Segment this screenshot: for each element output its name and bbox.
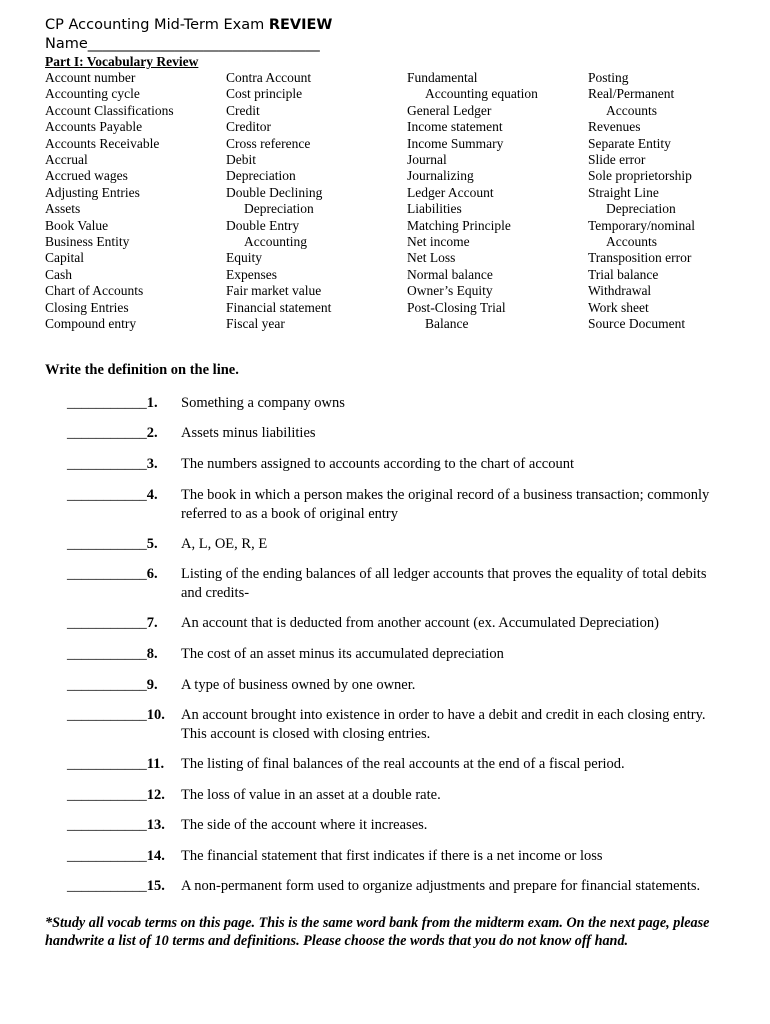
word-bank-term [45,185,174,201]
question-number: 10. [146,707,165,723]
word-bank-term [45,168,174,184]
word-bank-term [588,86,695,119]
term-line: Ledger Account [407,184,494,200]
word-bank-term [226,267,331,283]
word-bank-term [588,152,695,168]
term-line: Liabilities [407,201,462,217]
answer-line: ___________ [67,395,147,411]
word-bank-term [45,136,174,152]
name-blank: ________________________________ [87,36,320,52]
word-bank-term [226,70,331,86]
word-bank-term [45,234,174,250]
term-line: Book Value [45,217,109,233]
word-bank-term [407,136,538,152]
answer-line: ___________ [67,756,147,772]
question-number: 9. [146,677,158,693]
word-bank-term [45,300,174,316]
question-number: 6. [146,566,158,582]
word-bank-term [226,283,331,299]
question-number: 2. [146,425,158,441]
word-bank-term [407,201,538,217]
term-line: Journalizing [407,168,474,184]
name-field [45,35,320,54]
word-bank-term [407,250,538,266]
answer-line: ___________ [67,787,147,803]
term-line: Accounts Receivable [45,135,160,151]
answer-blank[interactable] [67,877,165,896]
word-bank-column [407,70,538,333]
name-label: Name [45,36,88,52]
term-line: Slide error [588,152,646,168]
answer-blank[interactable] [67,565,158,584]
answer-blank[interactable] [67,486,158,505]
term-line: Double Entry [226,217,300,233]
word-bank-term [407,267,538,283]
word-bank-column [588,70,695,333]
word-bank-term [588,218,695,251]
question-text: An account brought into existence in order to have a debit and credit in each closing entry. This account is closed with closing entries. [181,707,706,742]
word-bank-term [226,250,331,266]
word-bank-term [45,201,174,217]
question-number: 7. [146,615,158,631]
word-bank-term [45,86,174,102]
word-bank-term [407,218,538,234]
vocabulary-heading: Part I: Vocabulary Review [45,54,199,69]
answer-blank[interactable] [67,847,165,866]
question-number: 13. [146,817,165,833]
term-line: Creditor [226,119,271,135]
term-line: Separate Entity [588,135,671,151]
word-bank-term [226,119,331,135]
term-line: Trial balance [588,266,659,282]
answer-blank[interactable] [67,786,165,805]
word-bank-term [407,185,538,201]
question-number: 11. [146,756,165,772]
term-line: Compound entry [45,316,137,332]
term-line: Closing Entries [45,299,129,315]
term-line: Net Loss [407,250,456,266]
term-line: Accrual [45,152,88,168]
question-number: 14. [146,848,165,864]
word-bank-term [588,300,695,316]
term-line: Cost principle [226,86,303,102]
question-number: 8. [146,646,158,662]
word-bank-term [588,283,695,299]
term-continuation: Depreciation [244,201,314,217]
term-line: Double Declining [226,184,323,200]
term-line: Sole proprietorship [588,168,692,184]
word-bank-term [226,300,331,316]
answer-blank[interactable] [67,755,164,774]
answer-line: ___________ [67,566,147,582]
answer-blank[interactable] [67,816,165,835]
answer-line: ___________ [67,707,147,723]
answer-line: ___________ [67,425,147,441]
question-text: The book in which a person makes the original record of a business transaction; commonly referred to as a book of original entry [181,487,710,522]
instructions: Write the definition on the line. [45,362,239,378]
term-line: Owner’s Equity [407,283,493,299]
answer-line: ___________ [67,615,147,631]
term-line: Transposition error [588,250,692,266]
word-bank-term [226,218,331,251]
title-prefix: CP Accounting Mid-Term Exam [45,17,269,33]
term-line: Fundamental [407,70,478,85]
term-line: Depreciation [226,168,296,184]
term-line: Journal [407,152,447,168]
question-text: A type of business owned by one owner. [181,677,416,693]
word-bank-term [45,316,174,332]
question-text: An account that is deducted from another account (ex. Accumulated Depreciation) [181,615,659,631]
question-text: The side of the account where it increases. [181,817,428,833]
word-bank-term [226,103,331,119]
term-line: Credit [226,102,260,118]
question-number: 1. [146,395,158,411]
term-continuation: Accounting [244,234,307,250]
answer-line: ___________ [67,456,147,472]
term-line: General Ledger [407,102,492,118]
term-line: Matching Principle [407,217,511,233]
answer-blank[interactable] [67,676,158,695]
answer-line: ___________ [67,646,147,662]
term-line: Business Entity [45,234,130,250]
word-bank-term [45,267,174,283]
title-bold: REVIEW [268,17,333,33]
question-text: A non-permanent form used to organize adjustments and prepare for financial statements. [181,878,701,894]
term-line: Contra Account [226,70,312,85]
word-bank-column [226,70,331,333]
term-line: Work sheet [588,299,649,315]
term-line: Post-Closing Trial [407,299,506,315]
word-bank-term [588,185,695,218]
answer-blank[interactable] [67,394,158,413]
term-line: Real/Permanent [588,86,675,102]
word-bank-term [588,250,695,266]
question-number: 3. [146,456,158,472]
term-continuation: Depreciation [606,201,676,217]
word-bank-term [407,103,538,119]
term-continuation: Accounts [606,234,657,250]
term-line: Income Summary [407,135,504,151]
question-text: A, L, OE, R, E [181,536,268,552]
word-bank-column [45,70,174,333]
question-text: Listing of the ending balances of all ledger accounts that proves the equality of total debits and credits- [181,566,707,601]
term-line: Debit [226,152,256,168]
term-line: Cross reference [226,135,311,151]
answer-line: ___________ [67,817,147,833]
term-line: Accrued wages [45,168,128,184]
word-bank-term [45,103,174,119]
question-number: 12. [146,787,165,803]
term-line: Fiscal year [226,316,285,332]
word-bank-term [407,152,538,168]
answer-line: ___________ [67,677,147,693]
word-bank-term [588,136,695,152]
word-bank-term [45,250,174,266]
answer-blank[interactable] [67,614,158,633]
word-bank-term [45,70,174,86]
question-number: 15. [146,878,165,894]
term-continuation: Accounts [606,102,657,118]
term-line: Financial statement [226,299,332,315]
answer-line: ___________ [67,848,147,864]
term-line: Income statement [407,119,503,135]
word-bank-term [407,119,538,135]
question-number: 4. [146,487,158,503]
term-continuation: Balance [425,316,469,332]
word-bank-term [226,168,331,184]
word-bank-term [588,267,695,283]
word-bank-term [588,316,695,332]
term-line: Revenues [588,119,641,135]
answer-line: ___________ [67,487,147,503]
word-bank-term [407,300,538,333]
word-bank-term [226,86,331,102]
term-line: Account Classifications [45,102,174,118]
question-text: Assets minus liabilities [181,425,316,441]
question-text: The numbers assigned to accounts according to the chart of account [181,456,574,472]
term-line: Source Document [588,316,686,332]
term-line: Net income [407,234,470,250]
term-line: Capital [45,250,84,266]
term-line: Adjusting Entries [45,184,140,200]
word-bank-term [407,70,538,103]
answer-blank[interactable] [67,455,158,474]
answer-blank[interactable] [67,424,158,443]
answer-blank[interactable] [67,535,158,554]
word-bank-term [588,168,695,184]
question-text: The listing of final balances of the real accounts at the end of a fiscal period. [181,756,625,772]
term-line: Fair market value [226,283,322,299]
answer-line: ___________ [67,878,147,894]
term-line: Normal balance [407,266,493,282]
term-line: Straight Line [588,184,659,200]
term-line: Equity [226,250,262,266]
word-bank-term [45,218,174,234]
term-line: Assets [45,201,81,217]
term-line: Temporary/nominal [588,217,696,233]
term-line: Withdrawal [588,283,652,299]
question-text: The financial statement that first indicates if there is a net income or loss [181,848,603,864]
word-bank-term [45,119,174,135]
word-bank-term [226,152,331,168]
answer-blank[interactable] [67,645,158,664]
question-text: Something a company owns [181,395,345,411]
question-text: The cost of an asset minus its accumulated depreciation [181,646,504,662]
word-bank-term [45,152,174,168]
word-bank-term [226,185,331,218]
word-bank-term [407,168,538,184]
answer-blank[interactable] [67,706,165,725]
word-bank-term [407,234,538,250]
word-bank-term [226,136,331,152]
term-line: Posting [588,70,629,85]
word-bank-term [588,119,695,135]
word-bank-term [407,283,538,299]
term-line: Account number [45,70,136,85]
word-bank-term [588,70,695,86]
term-line: Cash [45,266,72,282]
term-continuation: Accounting equation [425,86,538,102]
term-line: Accounts Payable [45,119,143,135]
word-bank-term [226,316,331,332]
term-line: Expenses [226,266,277,282]
word-bank-term [45,283,174,299]
question-number: 5. [146,536,158,552]
term-line: Accounting cycle [45,86,140,102]
question-text: The loss of value in an asset at a double rate. [181,787,441,803]
page-title [45,16,332,35]
footnote: *Study all vocab terms on this page. This is the same word bank from the midterm exam. On the next page, please handwrite a list of 10 terms and definitions. Please choose the words that you do not know off hand. [45,915,710,949]
answer-line: ___________ [67,536,147,552]
term-line: Chart of Accounts [45,283,144,299]
